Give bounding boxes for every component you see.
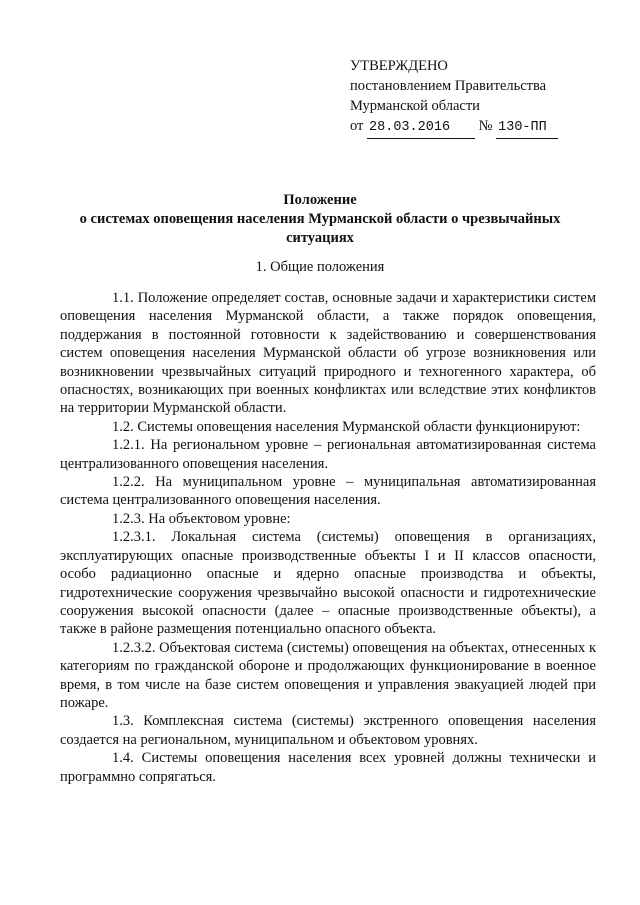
section-heading: 1. Общие положения [255, 259, 385, 275]
number-prefix: № [478, 118, 493, 134]
approval-date-number [350, 116, 558, 139]
paragraph-1-1: 1.1. Положение определяет состав, основные задачи и характеристики систем оповещения населения Мурманской области, а также порядок оповещения, поддержания в постоянной готовности к задействованию и совершенствования систем оповещения населения Мурманской области об угрозе возникновения или возникновении чрезвычайных ситуаций природного и техногенного характера, об опасностях, возникающих при военных конфликтах или вследствие этих конфликтов на территории Мурманской области. [60, 290, 596, 417]
paragraph-1-4: 1.4. Системы оповещения населения всех уровней должны технически и программно сопрягаться. [60, 750, 596, 785]
paragraph-1-2: 1.2. Системы оповещения населения Мурманской области функционируют: [112, 418, 581, 435]
paragraph-1-2-3-2: 1.2.3.2. Объектовая система (системы) оповещения на объектах, отнесенных к категориям по гражданской обороне и продолжающих функционирование в военное время, в том числе на базе систем оповещения и управления эвакуацией людей при пожаре. [60, 639, 596, 711]
paragraph-1-2-3: 1.2.3. На объектовом уровне: [112, 510, 291, 527]
title-line-3: ситуациях [286, 230, 354, 246]
decree-date: 28.03.2016 [367, 118, 475, 139]
approval-by-decree: постановлением Правительства [350, 78, 547, 94]
approval-heading: УТВЕРЖДЕНО [350, 58, 448, 74]
approval-stamp [350, 56, 558, 139]
paragraph-1-3: 1.3. Комплексная система (системы) экстренного оповещения населения создается на региональном, муниципальном и объектовом уровнях. [60, 713, 596, 748]
paragraph-1-2-3-1: 1.2.3.1. Локальная система (системы) оповещения в организациях, эксплуатирующих опасные производственные объекты I и II классов опасности, особо радиационно опасные и ядерно опасные производства и объекты, гидротехнические сооружения чрезвычайно высокой опасности и гидротехнические сооружения высокой опасности (далее – опасные производственные объекты), а также в районе размещения потенциально опасного объекта. [60, 529, 596, 638]
paragraph-1-2-2: 1.2.2. На муниципальном уровне – муниципальная автоматизированная система централизованного оповещения населения. [60, 474, 596, 509]
title-line-1: Положение [283, 192, 357, 208]
decree-number: 130-ПП [496, 118, 558, 139]
approval-region: Мурманской области [350, 98, 480, 114]
paragraph-1-2-1: 1.2.1. На региональном уровне – региональная автоматизированная система централизованного оповещения населения. [60, 437, 596, 472]
document-body [60, 289, 596, 786]
date-prefix: от [350, 118, 364, 134]
document-title [60, 191, 580, 248]
title-line-2: о системах оповещения населения Мурманской области о чрезвычайных [79, 211, 561, 227]
